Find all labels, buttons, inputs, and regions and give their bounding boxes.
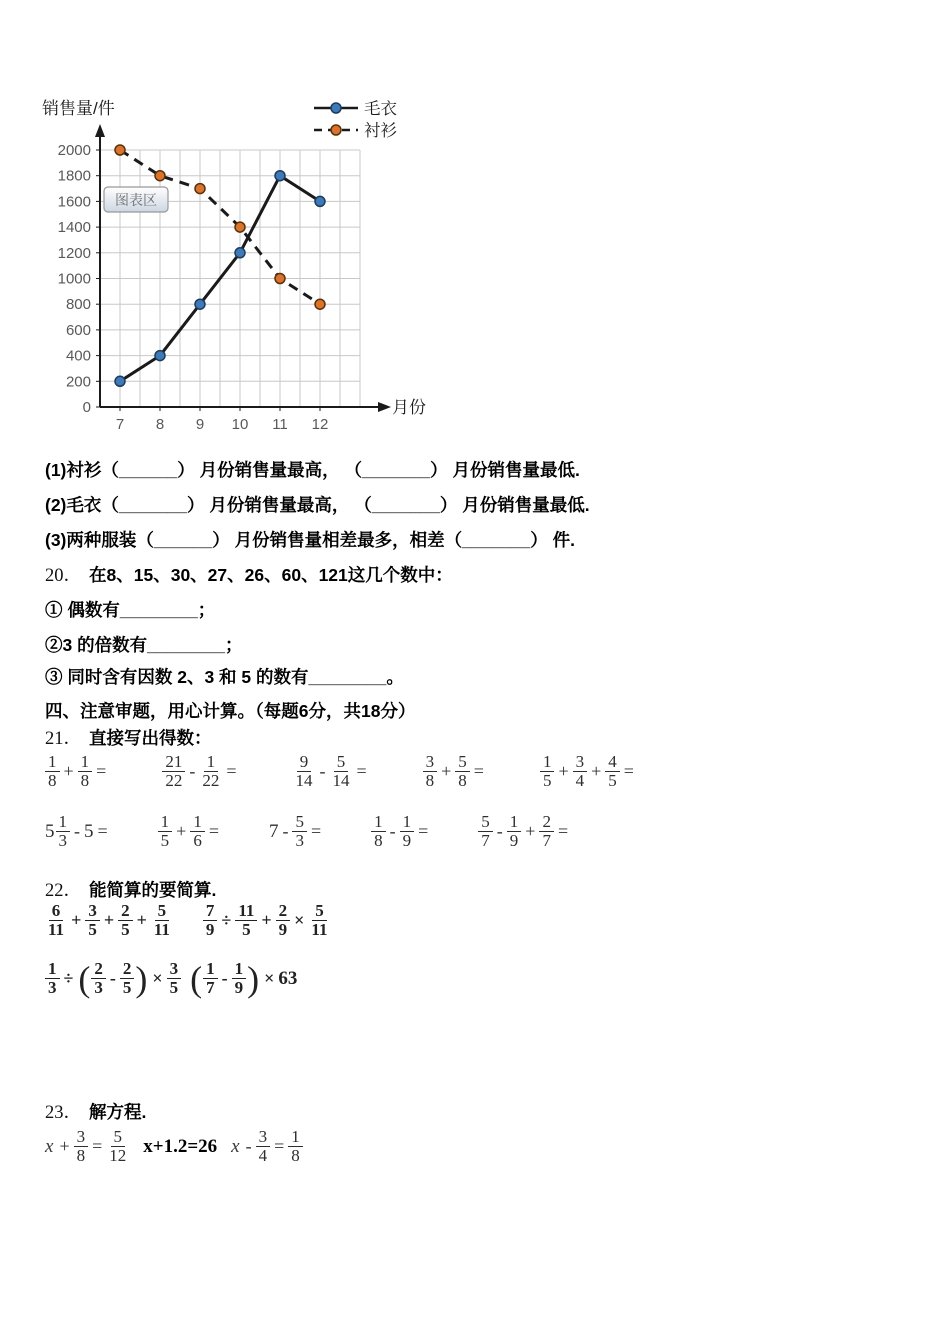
svg-text:图表区: 图表区: [115, 192, 157, 208]
data-point-marker: [275, 171, 285, 181]
x-tick-label: 10: [231, 416, 249, 433]
math-equation: x - $\frac{3}{4}$ = $\frac{1}{8}$: [231, 1128, 303, 1166]
data-point-marker: [115, 145, 125, 155]
chart-area-tooltip: [104, 187, 168, 212]
math-expression: $\frac{3}{8}$ + $\frac{5}{8}$ =: [423, 753, 488, 791]
q19-sub1: (1)衬衫（______） 月份销售量最高， （_______） 月份销售量最低.: [45, 460, 580, 480]
math-equation: x + $\frac{3}{8}$ = $\frac{5}{12}$: [45, 1127, 127, 1166]
legend-label: 衬衫: [364, 122, 397, 140]
q23-title: 解方程.: [89, 1102, 147, 1122]
q20-stem: [45, 561, 453, 587]
data-point-marker: [315, 299, 325, 309]
x-axis-arrow: [378, 402, 391, 412]
data-point-marker: [235, 248, 245, 258]
math-expression: 7 - $\frac{5}{3}$ =: [268, 812, 322, 851]
y-tick-label: 800: [65, 296, 91, 314]
math-expression: ( $\frac{1}{7}$ - $\frac{1}{9}$ ) × 63: [190, 958, 298, 999]
y-tick-label: 600: [65, 321, 91, 339]
data-point-marker: [315, 196, 325, 206]
data-point-marker: [275, 274, 285, 284]
y-tick-label: 400: [65, 347, 91, 365]
y-tick-label: 1600: [57, 193, 91, 211]
math-expression: $\frac{1}{8}$ - $\frac{1}{9}$ =: [371, 813, 432, 851]
q21-row1: [45, 753, 638, 791]
data-point-marker: [195, 299, 205, 309]
q23-number: 23．: [45, 1103, 83, 1123]
q19-sub2: (2)毛衣（_______） 月份销售量最高， （_______） 月份销售量最低.: [45, 495, 590, 515]
y-tick-label: 1400: [57, 219, 91, 237]
x-tick-label: 11: [272, 416, 288, 433]
sales-line-chart: [40, 88, 440, 433]
math-equation: x+1.2=26: [143, 1135, 218, 1157]
q21-number: 21．: [45, 729, 83, 749]
chart-legend: [314, 99, 398, 140]
math-expression: $\frac{9}{14}$ - $\frac{5}{14}$ =: [295, 752, 367, 791]
q23-row: [45, 1128, 303, 1166]
math-expression: $\frac{1}{8}$ + $\frac{1}{8}$ =: [45, 753, 110, 791]
q20-stem-text: 在8、15、30、27、26、60、121这几个数中：: [89, 565, 453, 585]
math-expression: $\frac{1}{5}$ + $\frac{3}{4}$ + $\frac{4}{5}$ =: [540, 753, 638, 791]
y-tick-label: 1200: [57, 244, 91, 262]
q20-number: 20．: [45, 566, 83, 586]
math-expression: $\frac{21}{22}$ - $\frac{1}{22}$ =: [162, 753, 240, 791]
y-axis-title: 销售量/件: [42, 99, 115, 118]
legend-label: 毛衣: [364, 100, 397, 118]
q21-title-line: [45, 724, 212, 750]
x-tick-label: 7: [115, 416, 125, 433]
math-expression: $\frac{1}{3}$ ÷ ( $\frac{2}{3}$ - $\frac{2}{5}$ ) × $\frac{3}{5}$: [45, 960, 181, 998]
data-point-marker: [155, 351, 165, 361]
y-tick-label: 0: [82, 399, 91, 416]
data-point-marker: [155, 171, 165, 181]
math-expression: 5 $\frac{1}{3}$ - 5 =: [45, 812, 108, 851]
q21-title: 直接写出得数：: [89, 728, 212, 748]
q19-sub3: (3)两种服装（______） 月份销售量相差最多，相差（_______） 件.: [45, 530, 575, 550]
q22-row1: [45, 902, 330, 940]
y-tick-label: 1000: [57, 270, 91, 288]
x-axis-title: 月份: [392, 398, 426, 417]
math-expression: $\frac{5}{7}$ - $\frac{1}{9}$ + $\frac{2}{7}$ =: [478, 813, 572, 851]
math-expression: $\frac{7}{9}$ ÷ $\frac{11}{5}$ + $\frac{2}{9}$ × $\frac{5}{11}$: [203, 902, 331, 940]
q21-row2: [45, 813, 572, 851]
q20-item2: ②3 的倍数有________；: [45, 635, 243, 655]
y-tick-label: 1800: [57, 167, 91, 185]
q22-number: 22．: [45, 881, 83, 901]
x-tick-label: 9: [195, 416, 205, 433]
q23-title-line: [45, 1098, 146, 1124]
q20-item3: ③ 同时含有因数 2、3 和 5 的数有________。: [45, 667, 404, 687]
math-expression: $\frac{6}{11}$ + $\frac{3}{5}$ + $\frac{2}{5}$ + $\frac{5}{11}$: [48, 901, 170, 940]
data-point-marker: [115, 376, 125, 386]
section4-header: 四、注意审题，用心计算。（每题6分，共18分）: [45, 701, 416, 721]
math-expression: $\frac{1}{5}$ + $\frac{1}{6}$ =: [158, 813, 223, 851]
q22-title: 能简算的要简算.: [89, 880, 217, 900]
x-tick-label: 12: [311, 416, 329, 433]
data-point-marker: [195, 184, 205, 194]
x-tick-label: 8: [155, 416, 165, 433]
y-tick-label: 2000: [57, 142, 91, 159]
y-axis-arrow: [95, 124, 105, 137]
q22-row2: [45, 960, 297, 998]
y-tick-label: 200: [65, 373, 91, 391]
q22-title-line: [45, 876, 216, 902]
data-point-marker: [235, 222, 245, 232]
q20-item1: ① 偶数有________；: [45, 600, 216, 620]
